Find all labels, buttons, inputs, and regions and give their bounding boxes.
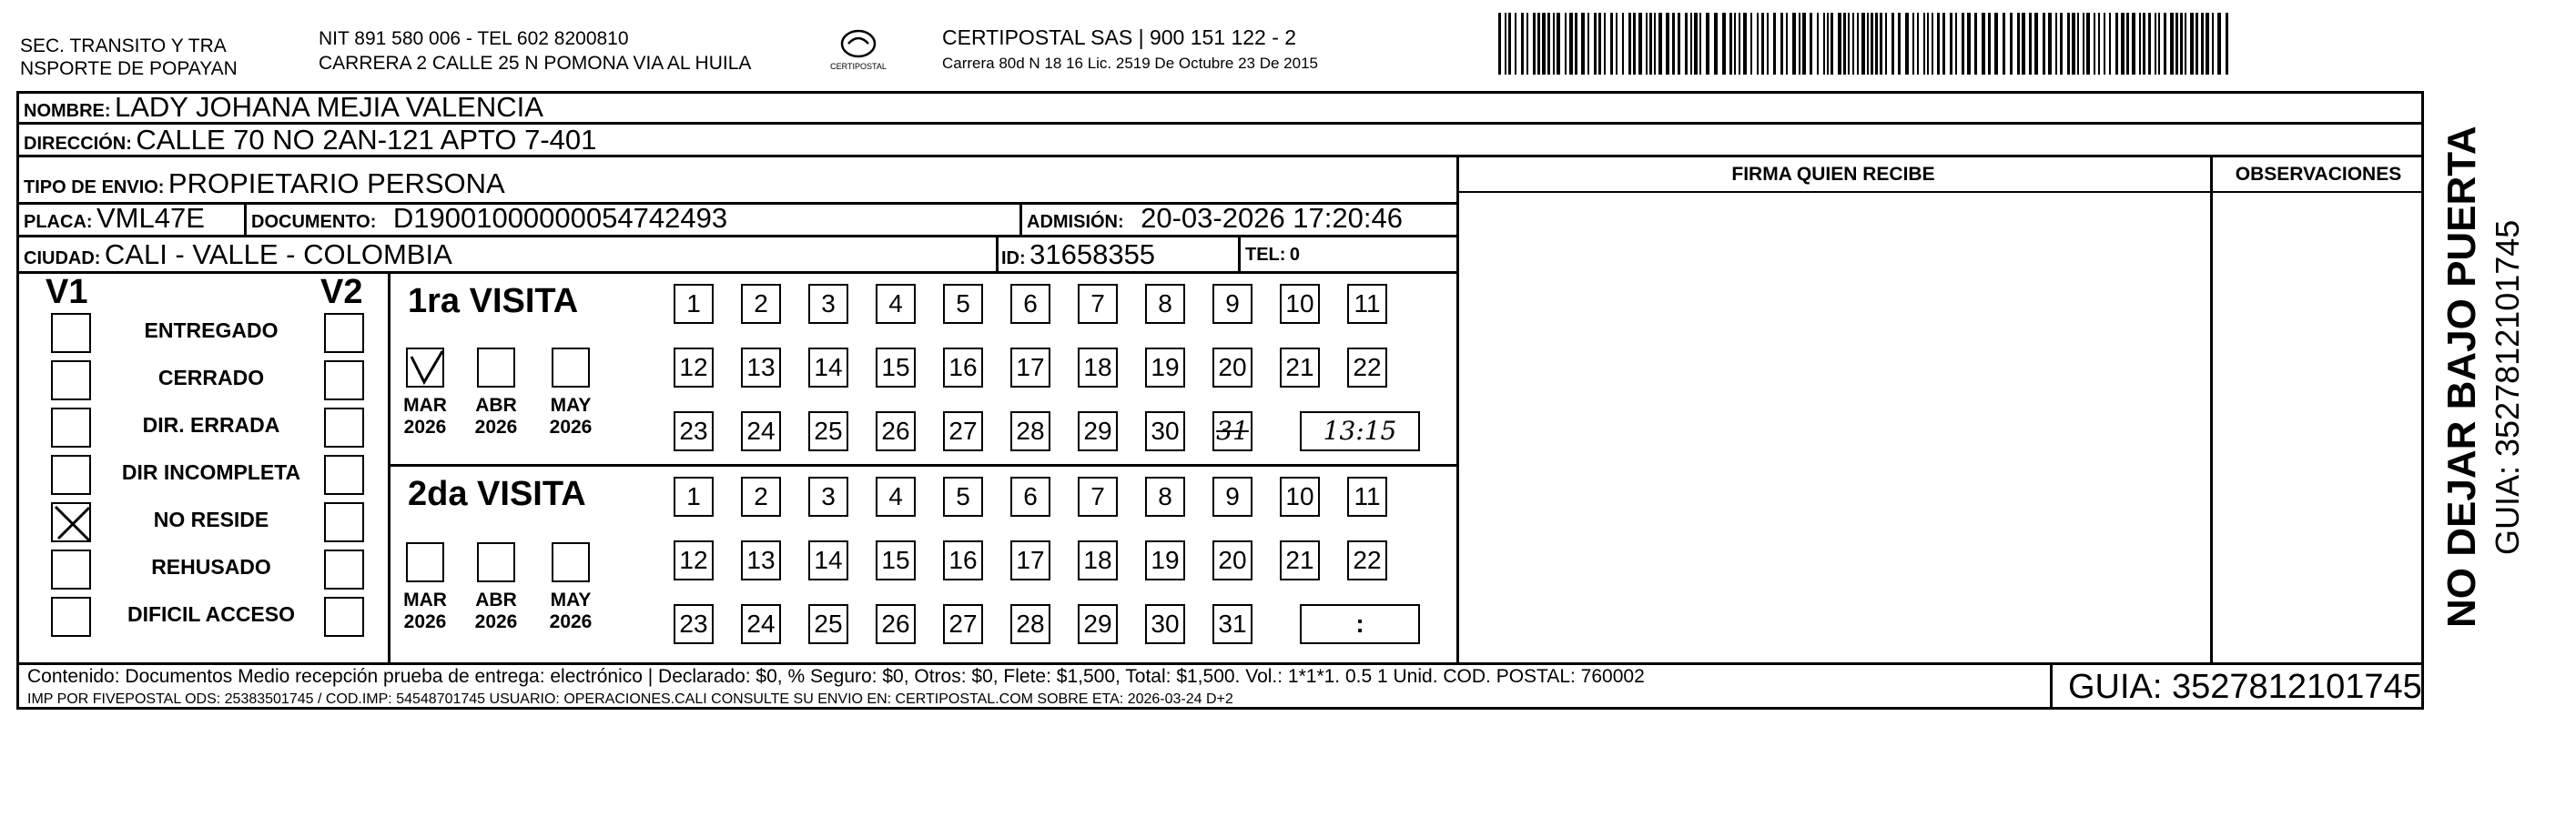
day-box[interactable]: 30 (1145, 604, 1185, 644)
month-label (464, 395, 528, 439)
barcode-bar (2029, 13, 2032, 75)
tipo-label: TIPO DE ENVIO: (24, 177, 165, 197)
day-box[interactable]: 6 (1010, 477, 1050, 517)
barcode-bar (1739, 13, 1740, 75)
no-dejar-label: NO DEJAR BAJO PUERTA (2439, 126, 2484, 628)
barcode-bar (1875, 13, 1878, 75)
barcode-bar (2010, 13, 2013, 75)
barcode-bar (1792, 13, 1796, 75)
barcode-bar (1498, 13, 1501, 75)
month-year: 2026 (549, 611, 593, 632)
day-box[interactable]: 28 (1010, 411, 1050, 451)
day-box[interactable]: 22 (1347, 540, 1387, 580)
barcode-bar (1871, 13, 1873, 75)
day-box[interactable]: 30 (1145, 411, 1185, 451)
tel-value: 0 (1289, 245, 1301, 265)
day-box[interactable]: 29 (1078, 411, 1118, 451)
barcode-bar (1542, 13, 1546, 75)
barcode-bar (1699, 13, 1701, 75)
documento-field (251, 202, 727, 240)
day-box[interactable]: 20 (1212, 540, 1253, 580)
barcode-bar (1649, 13, 1652, 75)
barcode-bar (2143, 13, 2145, 75)
barcode-bar (1638, 13, 1642, 75)
day-box[interactable]: 22 (1347, 348, 1387, 388)
v2-checkbox[interactable] (324, 455, 364, 495)
barcode-bar (1799, 13, 1800, 75)
day-box[interactable]: 6 (1010, 284, 1050, 324)
day-box[interactable]: 20 (1212, 348, 1253, 388)
barcode-bar (1905, 13, 1909, 75)
row-divider (16, 662, 2424, 665)
day-box[interactable]: 9 (1212, 284, 1253, 324)
month-name: MAR (403, 590, 447, 610)
barcode-bar (1569, 13, 1573, 75)
barcode-bar (1587, 13, 1589, 75)
day-box[interactable]: 25 (808, 411, 848, 451)
v2-checkbox[interactable] (324, 502, 364, 542)
barcode-bar (1581, 13, 1585, 75)
admision-label: ADMISIÓN: (1027, 212, 1124, 232)
ciudad-field (24, 238, 452, 277)
admision-value: 20-03-2026 17:20:46 (1141, 202, 1403, 234)
barcode-bar (1780, 13, 1783, 75)
day-box[interactable]: 14 (808, 540, 848, 580)
barcode-bar (2086, 13, 2090, 75)
v2-checkbox[interactable] (324, 408, 364, 448)
barcode-bar (2022, 13, 2025, 75)
barcode-bar (1734, 13, 1736, 75)
barcode-bar (2132, 13, 2135, 75)
barcode-bar (1557, 13, 1560, 75)
address-line: CARRERA 2 CALLE 25 N POMONA VIA AL HUILA (319, 53, 752, 74)
barcode-bar (1666, 13, 1669, 75)
day-box[interactable]: 10 (1280, 284, 1320, 324)
v2-checkbox[interactable] (324, 550, 364, 590)
barcode-bar (2170, 13, 2174, 75)
barcode-bar (1685, 13, 1688, 75)
barcode-bar (1694, 13, 1698, 75)
barcode-bar (2034, 13, 2038, 75)
barcode-bar (2201, 13, 2204, 75)
barcode-bar (1927, 13, 1929, 75)
barcode-bar (2226, 13, 2228, 75)
barcode-bar (2072, 13, 2075, 75)
barcode-bar (1610, 13, 1613, 75)
barcode-bar (1817, 13, 1819, 75)
day-box[interactable]: 16 (943, 540, 983, 580)
barcode-bar (1714, 13, 1718, 75)
barcode-bar (2055, 13, 2057, 75)
barcode-bar (1988, 13, 1991, 75)
day-box[interactable]: 8 (1145, 284, 1185, 324)
status-option-label: DIR. ERRADA (142, 413, 280, 437)
month-checkbox[interactable] (552, 348, 590, 388)
ciudad-label: CIUDAD: (24, 248, 101, 268)
barcode-bar (2155, 13, 2156, 75)
barcode-bar (1932, 13, 1933, 75)
month-name: ABR (475, 590, 517, 610)
barcode-bar (1521, 13, 1524, 75)
day-box[interactable]: 29 (1078, 604, 1118, 644)
barcode-bar (1678, 13, 1680, 75)
day-box[interactable]: 18 (1078, 540, 1118, 580)
day-box[interactable]: 19 (1145, 348, 1185, 388)
day-box[interactable]: 21 (1280, 540, 1320, 580)
status-option-label: DIR INCOMPLETA (121, 460, 301, 484)
nombre-label: NOMBRE: (24, 101, 111, 121)
day-box[interactable]: 21 (1280, 348, 1320, 388)
month-checkbox[interactable] (477, 348, 515, 388)
barcode-bar (1537, 13, 1540, 75)
day-box[interactable]: 15 (876, 540, 916, 580)
col-divider (2210, 155, 2213, 664)
col-divider (1238, 235, 1241, 273)
barcode-bar (2094, 13, 2095, 75)
barcode-bar (2180, 13, 2183, 75)
barcode-bar (2190, 13, 2194, 75)
status-option-label: NO RESIDE (153, 508, 269, 531)
visit1-time-box[interactable]: 13:15 (1300, 411, 1420, 451)
month-label (393, 590, 457, 633)
barcode-bar (1962, 13, 1964, 75)
observaciones-header: OBSERVACIONES (2235, 164, 2402, 185)
barcode-bar (1831, 13, 1833, 75)
day-box[interactable]: 10 (1280, 477, 1320, 517)
month-label (464, 590, 528, 633)
barcode-bar (1743, 13, 1747, 75)
month-name: ABR (475, 395, 517, 416)
direccion-field (24, 124, 596, 162)
barcode-bar (2003, 13, 2005, 75)
day-box[interactable]: 26 (876, 411, 916, 451)
day-box[interactable]: 3 (808, 284, 848, 324)
firma-header: FIRMA QUIEN RECIBE (1731, 164, 1935, 185)
barcode-bar (2017, 13, 2020, 75)
visit2-time-box[interactable]: : (1300, 604, 1420, 644)
barcode-bar (1633, 13, 1636, 75)
day-box[interactable]: 2 (741, 477, 781, 517)
barcode-bar (2077, 13, 2079, 75)
status-option-label: ENTREGADO (144, 318, 279, 342)
barcode-bar (1891, 13, 1894, 75)
month-label (539, 590, 603, 633)
day-box[interactable]: 7 (1078, 477, 1118, 517)
barcode-bar (1706, 13, 1709, 75)
day-box[interactable]: 1 (674, 284, 714, 324)
barcode-bar (1994, 13, 1998, 75)
month-checkbox[interactable] (477, 542, 515, 582)
certipostal-logo (830, 25, 887, 78)
month-label (393, 395, 457, 439)
barcode-bar (1852, 13, 1854, 75)
status-option-label: CERRADO (157, 366, 265, 389)
barcode-bar (1594, 13, 1597, 75)
barcode-bar (1604, 13, 1606, 75)
barcode-bar (1786, 13, 1788, 75)
day-box[interactable]: 4 (876, 477, 916, 517)
month-year: 2026 (403, 611, 447, 632)
guia-footer: GUIA: 3527812101745 (2068, 668, 2422, 706)
barcode-bar (1757, 13, 1759, 75)
barcode-bar (1857, 13, 1859, 75)
month-year: 2026 (549, 417, 593, 438)
barcode-bar (1767, 13, 1769, 75)
barcode-bar (1515, 13, 1516, 75)
barcode-bar (1937, 13, 1940, 75)
col-divider (996, 235, 999, 273)
barcode-bar (2185, 13, 2186, 75)
barcode-bar (2121, 13, 2125, 75)
visit2-title: 2da VISITA (408, 475, 586, 513)
day-box[interactable]: 17 (1010, 540, 1050, 580)
ciudad-value: CALI - VALLE - COLOMBIA (104, 238, 452, 270)
day-box[interactable]: 31 (1212, 411, 1253, 451)
day-box[interactable]: 5 (943, 477, 983, 517)
barcode-bar (1982, 13, 1985, 75)
contenido-line: Contenido: Documentos Medio recepción prueba de entrega: electrónico | Declarado: $0, % Seguro: $0, Otros: $0, Flete: $1,500, Total: $1,500. Vol.: 1*1*1. 0.5 1 Unid. COD. POSTAL: 760002 (27, 666, 1645, 687)
v2-checkbox[interactable] (324, 360, 364, 400)
barcode-bar (1898, 13, 1901, 75)
barcode-bar (1505, 13, 1506, 75)
day-box[interactable]: 23 (674, 604, 714, 644)
check-mark-icon (408, 349, 446, 389)
barcode-bar (2158, 13, 2160, 75)
month-label (539, 395, 603, 439)
day-box[interactable]: 27 (943, 411, 983, 451)
day-box[interactable]: 26 (876, 604, 916, 644)
barcode-bar (2126, 13, 2129, 75)
barcode-bar (1547, 13, 1550, 75)
barcode-bar (1508, 13, 1511, 75)
v2-checkbox[interactable] (324, 597, 364, 637)
barcode-bar (1761, 13, 1764, 75)
barcode-bar (2148, 13, 2151, 75)
day-box[interactable]: 27 (943, 604, 983, 644)
month-name: MAR (403, 395, 447, 416)
barcode-bar (1912, 13, 1914, 75)
barcode-bar (1838, 13, 1841, 75)
barcode-bar (1690, 13, 1692, 75)
company-sub: Carrera 80d N 18 16 Lic. 2519 De Octubre 23 De 2015 (942, 55, 1318, 72)
day-box[interactable]: 13 (741, 348, 781, 388)
month-year: 2026 (403, 417, 447, 438)
month-name: MAY (550, 590, 592, 610)
barcode-bar (1955, 13, 1957, 75)
barcode-bar (1658, 13, 1662, 75)
barcode-bar (1533, 13, 1536, 75)
tel-label: TEL: (1245, 245, 1286, 265)
col-divider (1456, 155, 1459, 664)
barcode-bar (2139, 13, 2141, 75)
day-box[interactable]: 1 (674, 477, 714, 517)
placa-value: VML47E (96, 202, 205, 234)
barcode-bar (1729, 13, 1732, 75)
day-box[interactable]: 9 (1212, 477, 1253, 517)
barcode-bar (1575, 13, 1577, 75)
month-year: 2026 (474, 417, 518, 438)
barcode-bar (1867, 13, 1869, 75)
documento-value: D19001000000054742493 (392, 202, 728, 234)
month-checkbox[interactable] (406, 348, 444, 388)
day-box[interactable]: 24 (741, 604, 781, 644)
day-box[interactable]: 15 (876, 348, 916, 388)
documento-label: DOCUMENTO: (251, 212, 377, 232)
barcode-bar (1773, 13, 1776, 75)
day-box[interactable]: 7 (1078, 284, 1118, 324)
id-label: ID: (1001, 248, 1026, 268)
barcode-bar (1950, 13, 1952, 75)
col-divider (388, 271, 390, 662)
id-field (1001, 238, 1155, 277)
col-divider (2050, 662, 2053, 710)
barcode-bar (2175, 13, 2178, 75)
day-box[interactable]: 28 (1010, 604, 1050, 644)
barcode-bar (2067, 13, 2070, 75)
day-box[interactable]: 31 (1212, 604, 1253, 644)
side-guia: GUIA: 3527812101745 (2489, 219, 2526, 555)
direccion-label: DIRECCIÓN: (24, 134, 132, 154)
month-checkbox[interactable] (552, 542, 590, 582)
v1-header: V1 (46, 273, 88, 311)
barcode-bar (2217, 13, 2221, 75)
barcode-bar (1750, 13, 1752, 75)
day-box[interactable]: 19 (1145, 540, 1185, 580)
barcode-bar (1616, 13, 1618, 75)
company-line: CERTIPOSTAL SAS | 900 151 122 - 2 (942, 25, 1297, 49)
day-box[interactable]: 16 (943, 348, 983, 388)
sender-line-1: SEC. TRANSITO Y TRA (20, 35, 227, 56)
day-box[interactable]: 25 (808, 604, 848, 644)
barcode-bar (1722, 13, 1726, 75)
visit1-title: 1ra VISITA (408, 282, 579, 320)
barcode-bar (2060, 13, 2063, 75)
barcode-bar (1628, 13, 1631, 75)
barcode-bar (1598, 13, 1601, 75)
barcode-bar (1942, 13, 1945, 75)
day-box[interactable]: 13 (741, 540, 781, 580)
id-value: 31658355 (1029, 238, 1156, 270)
day-box[interactable]: 12 (674, 348, 714, 388)
barcode-bar (2164, 13, 2166, 75)
month-checkbox[interactable] (406, 542, 444, 582)
barcode-bar (2196, 13, 2198, 75)
barcode-bar (1654, 13, 1656, 75)
day-box[interactable]: 14 (808, 348, 848, 388)
tipo-field (24, 167, 505, 206)
day-box[interactable]: 11 (1347, 284, 1387, 324)
barcode-bar (1553, 13, 1555, 75)
day-box[interactable]: 23 (674, 411, 714, 451)
barcode-bar (1974, 13, 1977, 75)
day-box[interactable]: 5 (943, 284, 983, 324)
barcode-bar (1646, 13, 1648, 75)
day-box[interactable]: 17 (1010, 348, 1050, 388)
barcode-bar (1885, 13, 1887, 75)
day-box[interactable]: 4 (876, 284, 916, 324)
day-box[interactable]: 8 (1145, 477, 1185, 517)
admision-field (1027, 202, 1403, 240)
barcode-bar (1880, 13, 1882, 75)
tipo-value: PROPIETARIO PERSONA (167, 167, 505, 199)
barcode-bar (2104, 13, 2105, 75)
row-divider (388, 464, 1457, 467)
barcode-bar (1861, 13, 1865, 75)
barcode-bar (1810, 13, 1812, 75)
row-divider (1456, 191, 2424, 193)
barcode-bar (1823, 13, 1825, 75)
day-box[interactable]: 24 (741, 411, 781, 451)
day-box[interactable]: 2 (741, 284, 781, 324)
status-option-label: REHUSADO (151, 555, 271, 579)
placa-label: PLACA: (24, 212, 93, 232)
col-divider (244, 202, 247, 237)
barcode-bar (1802, 13, 1806, 75)
day-box[interactable]: 12 (674, 540, 714, 580)
imp-line: IMP POR FIVEPOSTAL ODS: 25383501745 / COD.IMP: 54548701745 USUARIO: OPERACIONES.CALI CONSULTE SU ENVIO EN: CERTIPOSTAL.COM SOBRE ETA: 2026-03-24 D+2 (27, 691, 1233, 707)
logo-text: CERTIPOSTAL (830, 62, 887, 71)
barcode-bar (1622, 13, 1624, 75)
barcode-bar (2083, 13, 2084, 75)
status-option-label: DIFICIL ACCESO (127, 602, 295, 626)
barcode-bar (1827, 13, 1829, 75)
barcode (1498, 13, 2234, 75)
month-year: 2026 (474, 611, 518, 632)
direccion-value: CALLE 70 NO 2AN-121 APTO 7-401 (136, 124, 597, 156)
barcode-bar (1917, 13, 1919, 75)
tel-field (1245, 238, 1300, 273)
barcode-bar (1967, 13, 1971, 75)
barcode-bar (2206, 13, 2209, 75)
barcode-bar (1672, 13, 1675, 75)
barcode-bar (2115, 13, 2118, 75)
barcode-bar (2109, 13, 2111, 75)
sender-line-2: NSPORTE DE POPAYAN (20, 58, 238, 79)
nombre-value: LADY JOHANA MEJIA VALENCIA (115, 91, 543, 123)
barcode-bar (2098, 13, 2100, 75)
barcode-bar (1923, 13, 1925, 75)
barcode-bar (1526, 13, 1528, 75)
col-divider (1019, 202, 1022, 237)
barcode-bar (1848, 13, 1850, 75)
barcode-bar (1843, 13, 1846, 75)
day-box[interactable]: 3 (808, 477, 848, 517)
barcode-bar (2048, 13, 2052, 75)
nit-line: NIT 891 580 006 - TEL 602 8200810 (319, 28, 629, 49)
placa-field (24, 202, 205, 240)
v2-checkbox[interactable] (324, 313, 364, 353)
barcode-bar (2212, 13, 2214, 75)
month-name: MAY (550, 395, 592, 416)
v2-header: V2 (320, 273, 363, 311)
barcode-bar (1565, 13, 1567, 75)
barcode-bar (2043, 13, 2045, 75)
day-box[interactable]: 11 (1347, 477, 1387, 517)
day-box[interactable]: 18 (1078, 348, 1118, 388)
